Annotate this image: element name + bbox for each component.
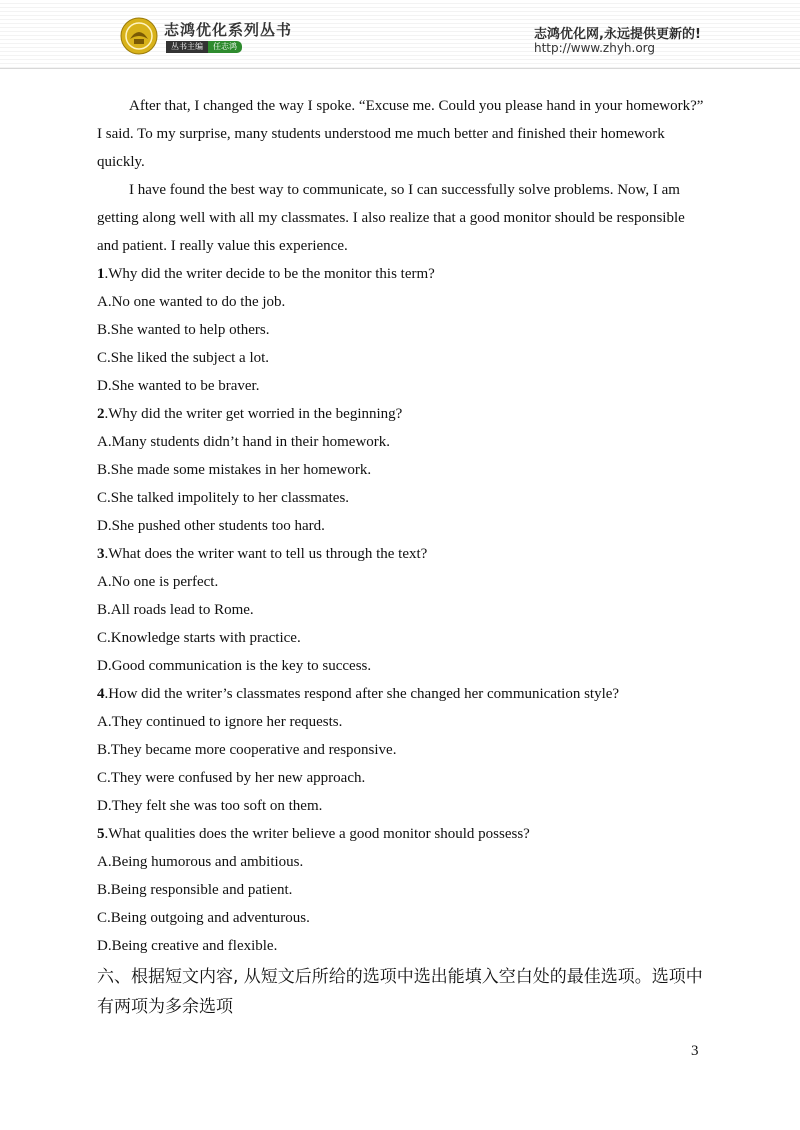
answer-option: B.They became more cooperative and responsive. bbox=[97, 742, 397, 758]
question-block-1 bbox=[97, 260, 709, 400]
answer-option: B.She made some mistakes in her homework. bbox=[97, 462, 372, 478]
editor-label-badge: 丛书主编 bbox=[166, 41, 208, 53]
answer-option: B.All roads lead to Rome. bbox=[97, 602, 254, 618]
zhihong-seal-icon bbox=[120, 17, 158, 55]
section-heading: 六、根据短文内容, 从短文后所给的选项中选出能填入空白处的最佳选项。选项中有两项为多余选项 bbox=[97, 967, 703, 1017]
answer-option: A.They continued to ignore her requests. bbox=[97, 714, 343, 730]
series-title: 志鸿优化系列丛书 bbox=[164, 21, 293, 39]
answer-option: B.She wanted to help others. bbox=[97, 322, 270, 338]
answer-option: A.No one wanted to do the job. bbox=[97, 294, 286, 310]
question-block-2 bbox=[97, 400, 709, 540]
question-number: 3 bbox=[97, 546, 105, 562]
question-block-4 bbox=[97, 680, 709, 820]
question-stem bbox=[97, 260, 709, 288]
question-number: 1 bbox=[97, 266, 105, 282]
question-stem bbox=[97, 680, 709, 708]
question-text: .Why did the writer get worried in the beginning? bbox=[104, 406, 403, 422]
page-number: 3 bbox=[691, 1043, 699, 1059]
answer-option: C.She talked impolitely to her classmates. bbox=[97, 490, 350, 506]
passage-paragraph: After that, I changed the way I spoke. “Excuse me. Could you please hand in your homework?” I said. To my surprise, many students understood me much better and finished their homework quickly. bbox=[97, 98, 704, 170]
question-text: .What does the writer want to tell us through the text? bbox=[104, 546, 428, 562]
question-number: 5 bbox=[97, 826, 105, 842]
question-text: .What qualities does the writer believe a good monitor should possess? bbox=[104, 826, 530, 842]
site-url: http://www.zhyh.org bbox=[534, 41, 656, 55]
question-text: .How did the writer’s classmates respond after she changed her communication style? bbox=[104, 686, 620, 702]
answer-option: A.Being humorous and ambitious. bbox=[97, 854, 304, 870]
document-body bbox=[97, 92, 709, 1022]
answer-option: D.She pushed other students too hard. bbox=[97, 518, 325, 534]
answer-option: C.Being outgoing and adventurous. bbox=[97, 910, 310, 926]
question-stem bbox=[97, 540, 709, 568]
question-text: .Why did the writer decide to be the monitor this term? bbox=[104, 266, 435, 282]
answer-option: A.Many students didn’t hand in their homework. bbox=[97, 434, 391, 450]
question-block-3 bbox=[97, 540, 709, 680]
editor-badges bbox=[166, 41, 242, 53]
question-stem bbox=[97, 820, 709, 848]
question-number: 2 bbox=[97, 406, 105, 422]
passage-paragraph: I have found the best way to communicate, so I can successfully solve problems. Now, I am getting along well with all my classmates. I also realize that a good monitor should be responsible and patient. I really value this experience. bbox=[97, 182, 685, 254]
answer-option: C.They were confused by her new approach. bbox=[97, 770, 366, 786]
question-number: 4 bbox=[97, 686, 105, 702]
answer-option: D.They felt she was too soft on them. bbox=[97, 798, 323, 814]
page-header bbox=[0, 0, 800, 69]
site-slogan: 志鸿优化网,永远提供更新的! bbox=[534, 27, 701, 42]
answer-option: C.Knowledge starts with practice. bbox=[97, 630, 301, 646]
question-stem bbox=[97, 400, 709, 428]
question-block-5 bbox=[97, 820, 709, 960]
editor-name-badge: 任志鸿 bbox=[208, 41, 242, 53]
answer-option: A.No one is perfect. bbox=[97, 574, 219, 590]
answer-option: B.Being responsible and patient. bbox=[97, 882, 293, 898]
answer-option: D.She wanted to be braver. bbox=[97, 378, 260, 394]
answer-option: D.Good communication is the key to success. bbox=[97, 658, 372, 674]
answer-option: C.She liked the subject a lot. bbox=[97, 350, 270, 366]
answer-option: D.Being creative and flexible. bbox=[97, 938, 278, 954]
